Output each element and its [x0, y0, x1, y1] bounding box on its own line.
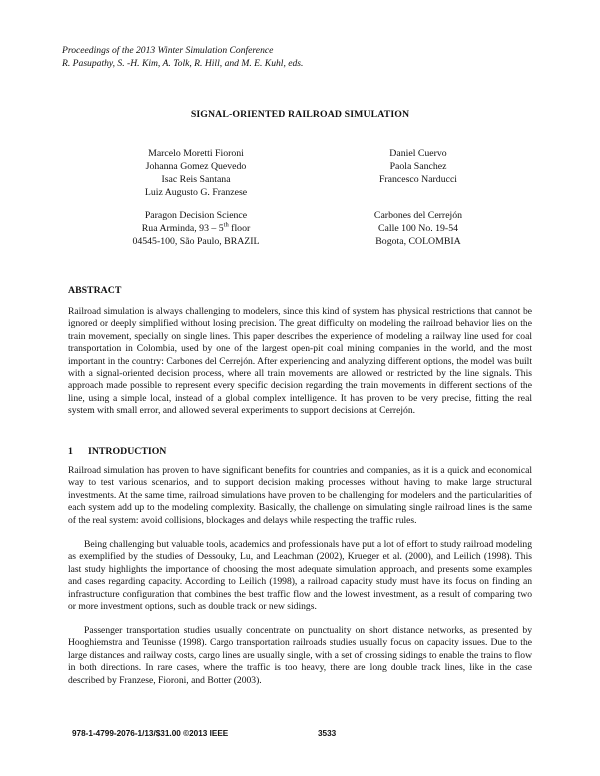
affiliation-org: Paragon Decision Science — [144, 210, 248, 221]
introduction-heading — [68, 446, 166, 457]
footer-page-number: 3533 — [318, 729, 337, 738]
affiliation-city: Bogota, COLOMBIA — [375, 236, 461, 247]
affiliation-right — [328, 209, 508, 248]
proceedings-header — [62, 44, 303, 70]
intro-paragraph-1: Railroad simulation has proven to have significant benefits for countries and companies, as it is a quick and economical way to test various scenarios, and to support decision making processes without having to make large structural investments. At the same time, railroad simulations have proven to be challenging for modelers and the particularities of each system add up to the modeling complexity. Basically, the challenge on simulating single railroad lines is the same of the real system: avoid collisions, blockages and delays while respecting the traffic rules. — [68, 465, 532, 526]
author-name: Johanna Gomez Quevedo — [145, 161, 247, 172]
abstract-text: Railroad simulation is always challenging to modelers, since this kind of system has physical restrictions that cannot be ignored or deeply simplified without losing precision. The great difficulty on modeling the railroad behavior lies on the train movement, specially on single lines. This paper describes the experience of modeling a railway line used for coal transportation in Colombia, used by one of the largest open-pit coal mining companies in the world, and the most important in the country: Carbones del Cerrejón. After experiencing and analyzing different options, the model was built with a signal-oriented decision process, where all train movements are allowed or restricted by the line signals. This approach made possible to represent every specific decision regarding the train movements in different sections of the line, using a simple local, instead of a global complex intelligence. It has proven to be very precise, fitting the real system with small error, and allowed several experiments to support decisions at Cerrejón. — [68, 306, 532, 417]
paper-title: SIGNAL-ORIENTED RAILROAD SIMULATION — [190, 109, 410, 120]
authors-right — [328, 147, 508, 186]
intro-paragraph-3: Passenger transportation studies usually concentrate on punctuality on short distance networks, as presented by Hooghiemstra and Teunisse (1998). Cargo transportation railroads studies usually focus on capacity issues. Due to the large distances and railway costs, cargo lines are usually single, with a set of crossing sidings to enable the trains to flow in both directions. In rare cases, where the traffic is too heavy, there are long double track lines, like in the case described by Franzese, Fioroni, and Botter (2003). — [68, 625, 532, 686]
author-name: Marcelo Moretti Fioroni — [148, 148, 244, 159]
author-name: Luiz Augusto G. Franzese — [144, 187, 248, 198]
author-name: Francesco Narducci — [378, 174, 458, 185]
editors-line: R. Pasupathy, S. -H. Kim, A. Tolk, R. Hill, and M. E. Kuhl, eds. — [62, 58, 304, 69]
author-name: Paola Sanchez — [389, 161, 447, 172]
section-number: 1 — [68, 446, 73, 457]
affiliation-left — [96, 209, 296, 248]
intro-paragraph-2: Being challenging but valuable tools, academics and professionals have put a lot of effort to study railroad modeling as exemplified by the studies of Dessouky, Lu, and Leachman (2002), Krueger et al. (2000), and Leilich (1998). This last study highlights the importance of choosing the most adequate simulation approach, and presents some examples and cases regarding capacity. According to Leilich (1998), a railroad capacity study must have its focus on finding an infrastructure configuration that combines the best traffic flow and the lowest investment, as a result of comparing two or more investment options, such as double track or new sidings. — [68, 539, 532, 613]
affiliation-org: Carbones del Cerrejón — [373, 210, 463, 221]
author-name: Isac Reis Santana — [161, 174, 231, 185]
authors-left — [96, 147, 296, 199]
affiliation-address: Rua Arminda, 93 – 5th floor — [141, 221, 251, 234]
footer-isbn: 978-1-4799-2076-1/13/$31.00 ©2013 IEEE — [72, 729, 229, 738]
section-title: INTRODUCTION — [88, 446, 167, 457]
author-name: Daniel Cuervo — [389, 148, 447, 159]
affiliation-address: Calle 100 No. 19-54 — [378, 223, 458, 234]
abstract-heading: ABSTRACT — [68, 285, 122, 296]
proceedings-title: Proceedings of the 2013 Winter Simulation Conference — [62, 45, 274, 56]
affiliation-city: 04545-100, São Paulo, BRAZIL — [132, 236, 260, 247]
